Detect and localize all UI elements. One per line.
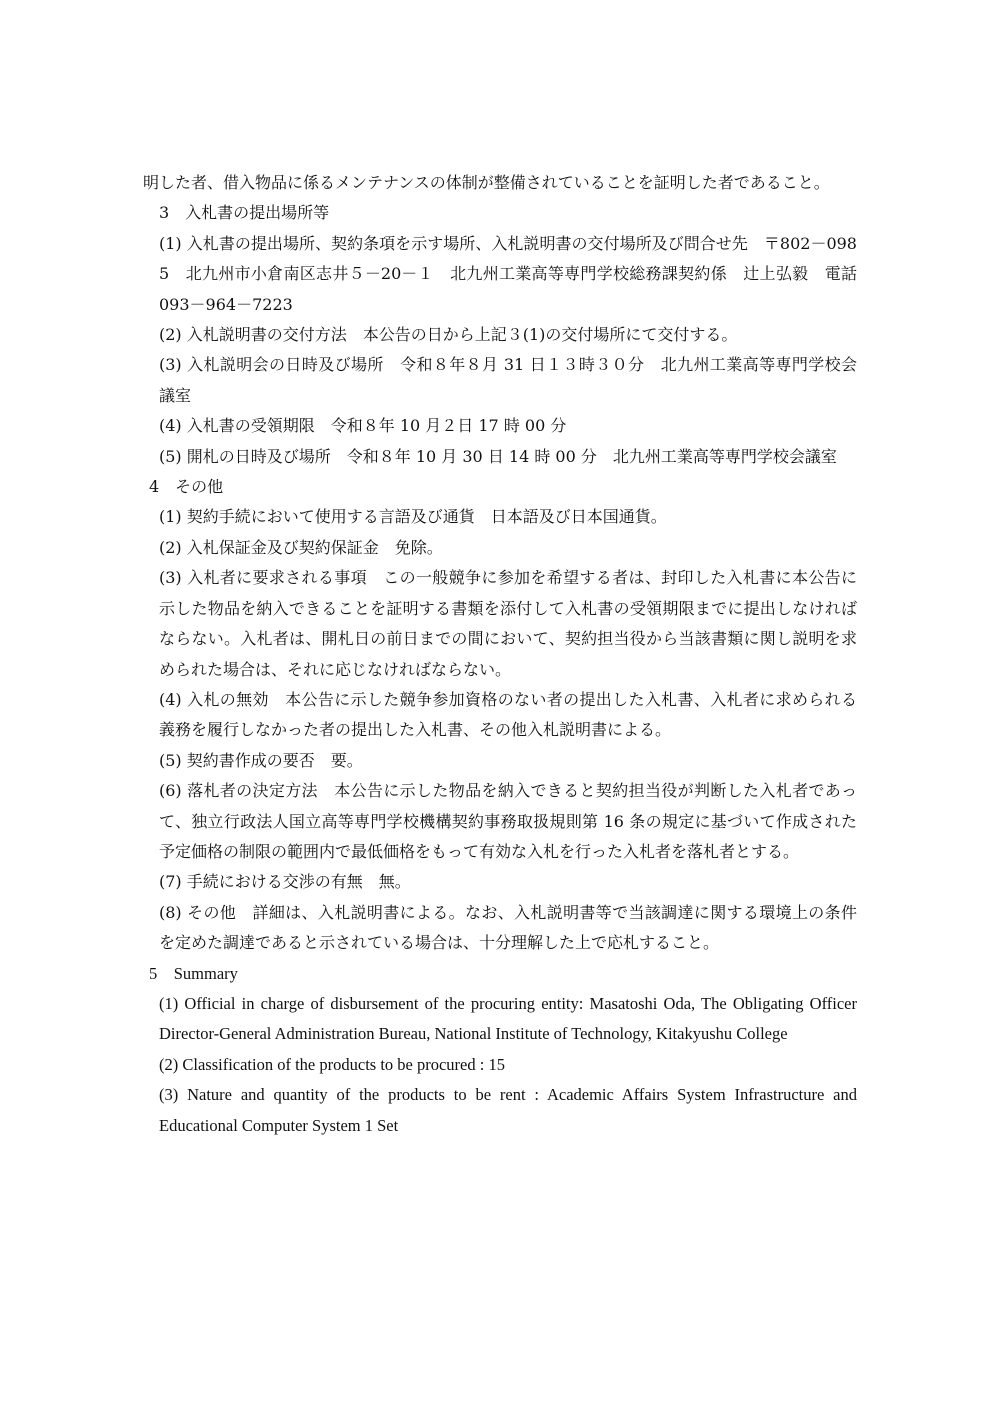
section-4-item-4: (4) 入札の無効 本公告に示した競争参加資格のない者の提出した入札書、入札者に求められる義務を履行しなかった者の提出した入札書、その他入札説明書による。 — [159, 689, 857, 740]
section-3-item-5: (5) 開札の日時及び場所 令和８年 10 月 30 日 14 時 00 分 北九州工業高等専門学校会議室 — [159, 446, 837, 466]
section-4-item-2: (2) 入札保証金及び契約保証金 免除。 — [159, 537, 443, 557]
section-5-item-1: (1) Official in charge of disbursement of the procuring entity: Masatoshi Oda, The Obligating Officer Director-General Administration Bureau, National Institute of Technology, Kitakyushu College — [159, 993, 857, 1044]
section-3-heading: 3 入札書の提出場所等 — [159, 203, 330, 223]
section-5-item-3: (3) Nature and quantity of the products to be rent : Academic Affairs System Infrastructure and Educational Computer System 1 Set — [159, 1085, 857, 1135]
section-4-item-3: (3) 入札者に要求される事項 この一般競争に参加を希望する者は、封印した入札書に本公告に示した物品を納入できることを証明する書類を添付して入札書の受領期限までに提出しなければならない。入札者は、開札日の前日までの間において、契約担当役から当該書類に関し説明を求められた場合は、それに応じなければならない。 — [159, 568, 857, 679]
section-4-item-5: (5) 契約書作成の要否 要。 — [159, 750, 363, 770]
intro-paragraph: 明した者、借入物品に係るメンテナンスの体制が整備されていることを証明した者であること。 — [143, 173, 830, 192]
section-3-item-2: (2) 入札説明書の交付方法 本公告の日から上記３(1)の交付場所にて交付する。 — [159, 325, 738, 345]
section-4-heading: 4 その他 — [149, 477, 224, 497]
section-4-item-8: (8) その他 詳細は、入札説明書による。なお、入札説明書等で当該調達に関する環境上の条件を定めた調達であると示されている場合は、十分理解した上で応札すること。 — [159, 902, 857, 953]
section-5-heading: 5 Summary — [149, 963, 238, 983]
section-4-item-6: (6) 落札者の決定方法 本公告に示した物品を納入できると契約担当役が判断した入札者であって、独立行政法人国立高等専門学校機構契約事務取扱規則第 16 条の規定に基づいて作成された予定価格の制限の範囲内で最低価格をもって有効な入札を行った入札者を落札者とする。 — [159, 781, 857, 861]
section-3-item-1: (1) 入札書の提出場所、契約条項を示す場所、入札説明書の交付場所及び問合せ先 〒802－0985 北九州市小倉南区志井５－20－１ 北九州工業高等専門学校総務課契約係 辻上弘毅 電話 093－964－7223 — [159, 233, 857, 314]
section-5-item-2: (2) Classification of the products to be procured : 15 — [159, 1054, 505, 1074]
document-body — [143, 168, 857, 1141]
section-3-item-4: (4) 入札書の受領期限 令和８年 10 月２日 17 時 00 分 — [159, 416, 567, 436]
section-3-item-3: (3) 入札説明会の日時及び場所 令和８年８月 31 日１３時３０分 北九州工業高等専門学校会議室 — [159, 355, 857, 405]
section-4-item-1: (1) 契約手続において使用する言語及び通貨 日本語及び日本国通貨。 — [159, 507, 667, 527]
section-4-item-7: (7) 手続における交渉の有無 無。 — [159, 872, 411, 892]
